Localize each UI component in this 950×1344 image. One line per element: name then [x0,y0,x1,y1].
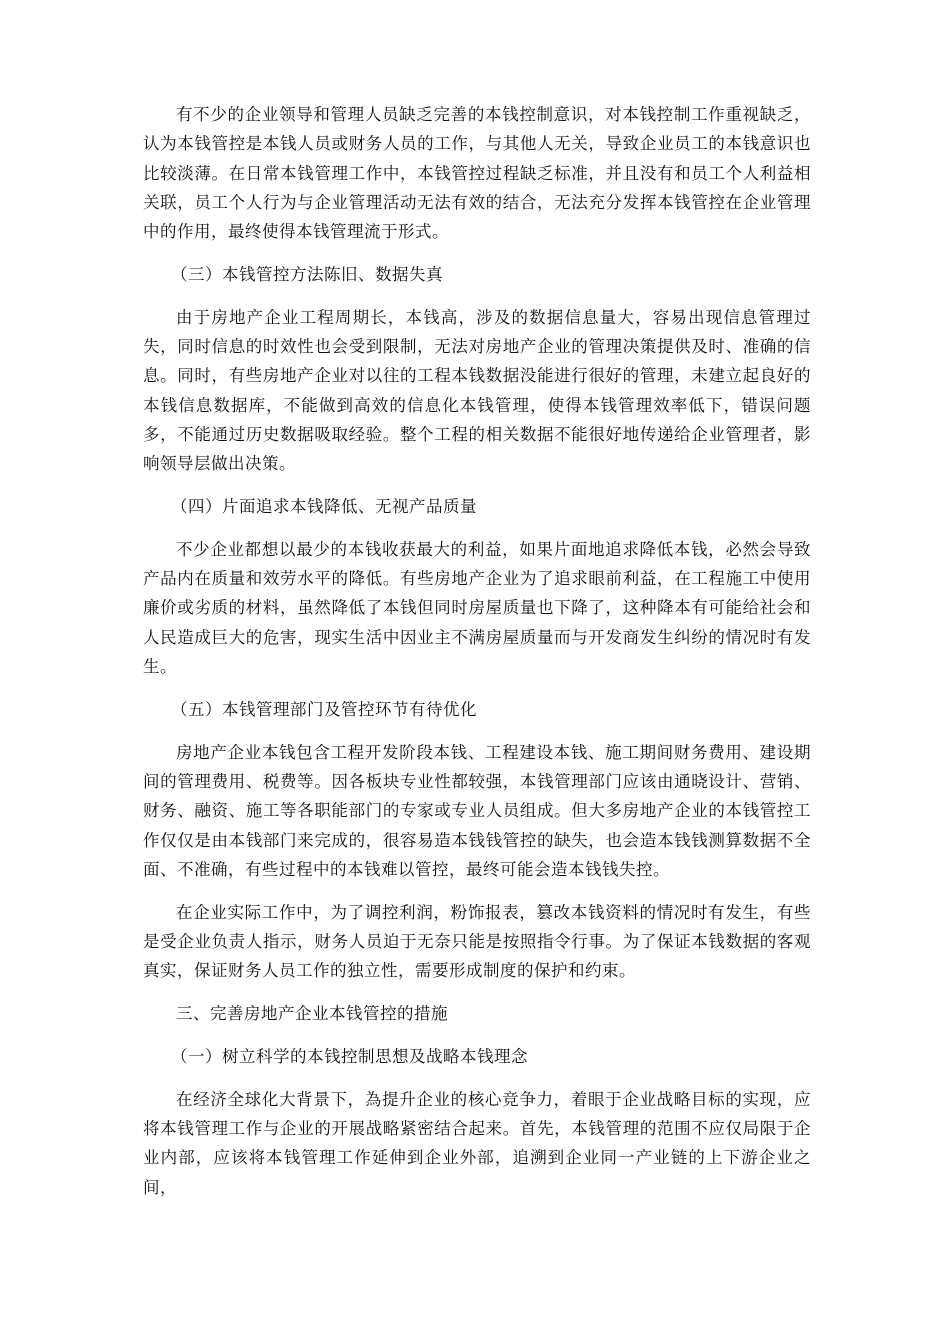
subheading-strategic-cost-concept: （一）树立科学的本钱控制思想及战略本钱理念 [171,1046,528,1066]
subheading-ignore-quality: （四）片面追求本钱降低、无视产品质量 [171,497,477,517]
paragraph-data-distortion: 由于房地产企业工程周期长，本钱高，涉及的数据信息量大，容易出现信息管理过失，同时信息的时效性也会受到限制，无法对房地产企业的管理决策提供及时、准确的信息。同时，有些房地产企业对以往的工程本钱数据没能进行很好的管理，未建立起良好的本钱信息数据库，不能做到高效的信息化本钱管理，使得本钱管理效率低下，错误问题多，不能通过历史数据吸取经验。整个工程的相关数据不能很好地传递给企业管理者，影响领导层做出决策。 [143,307,811,474]
subheading-outdated-methods: （三）本钱管控方法陈旧、数据失真 [171,264,443,284]
document-page [143,100,811,1202]
paragraph-cost-composition: 房地产企业本钱包含工程开发阶段本钱、工程建设本钱、施工期间财务费用、建设期间的管理费用、税费等。因各板块专业性都较强，本钱管理部门应该由通晓设计、营销、财务、融资、施工等各职能部门的专家或专业人员组成。但大多房地产企业的本钱管控工作仅仅是由本钱部门来完成的，很容易造本钱钱管控的缺失，也会造本钱钱测算数据不全面、不准确，有些过程中的本钱难以管控，最终可能会造本钱钱失控。 [143,742,811,879]
paragraph-financial-independence: 在企业实际工作中，为了调控利润，粉饰报表，篡改本钱资料的情况时有发生，有些是受企业负责人指示，财务人员迫于无奈只能是按照指令行事。为了保证本钱数据的客观真实，保证财务人员工作的独立性，需要形成制度的保护和约束。 [143,902,811,981]
section-heading-measures: 三、完善房地产企业本钱管控的措施 [176,1004,448,1024]
paragraph-globalization: 在经济全球化大背景下，為提升企业的核心竞争力，着眼于企业战略目标的实现，应将本钱管理工作与企业的开展战略紧密结合起来。首先，本钱管理的范围不应仅局限于企业内部，应该将本钱管理工作延伸到企业外部，追溯到企业同一产业链的上下游企业之间， [143,1089,811,1197]
subheading-department-optimization: （五）本钱管理部门及管控环节有待优化 [171,699,477,719]
paragraph-cost-awareness: 有不少的企业领导和管理人员缺乏完善的本钱控制意识，对本钱控制工作重视缺乏，认为本钱管控是本钱人员或财务人员的工作，与其他人无关，导致企业员工的本钱意识也比较淡薄。在日常本钱管理工作中，本钱管控过程缺乏标准，并且没有和员工个人利益相关联，员工个人行为与企业管理活动无法有效的结合，无法充分发挥本钱管控在企业管理中的作用，最终使得本钱管理流于形式。 [143,105,811,242]
paragraph-quality-decline: 不少企业都想以最少的本钱收获最大的利益，如果片面地追求降低本钱，必然会导致产品内在质量和效劳水平的降低。有些房地产企业为了追求眼前利益，在工程施工中使用廉价或劣质的材料，虽然降低了本钱但同时房屋质量也下降了，这种降本有可能给社会和人民造成巨大的危害，现实生活中因业主不满房屋质量而与开发商发生纠纷的情况时有发生。 [143,539,811,677]
